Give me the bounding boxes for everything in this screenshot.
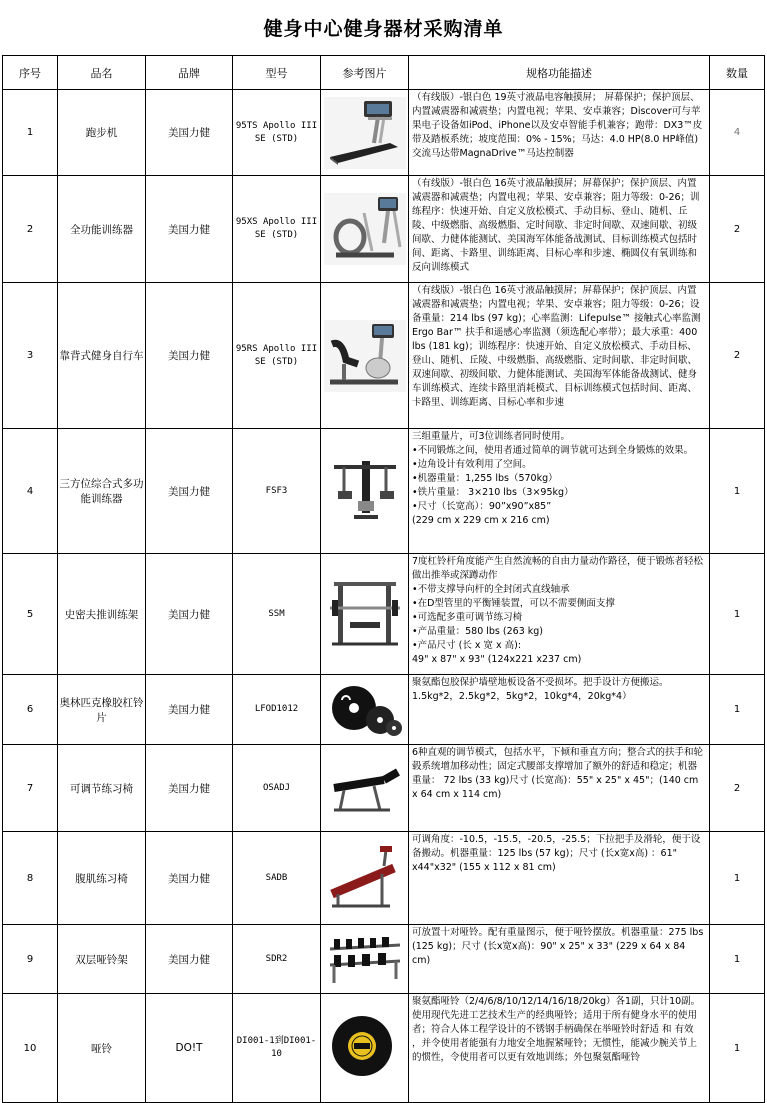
reference-image [321,176,409,283]
spec-description [409,832,710,925]
brand: DO!T [146,994,233,1103]
header-row [3,56,765,90]
brand: 美国力健 [146,283,233,429]
quantity: 1 [710,429,765,554]
quantity: 1 [710,832,765,925]
table-row [3,994,765,1103]
product-name: 双层哑铃架 [58,925,146,994]
model: DI001-1到DI001-10 [233,994,321,1103]
model: LFOD1012 [233,675,321,745]
reference-image [321,745,409,832]
product-name: 跑步机 [58,90,146,176]
brand: 美国力健 [146,554,233,675]
row-number: 1 [3,90,58,176]
row-number: 5 [3,554,58,675]
model: OSADJ [233,745,321,832]
table-row [3,554,765,675]
spec-description [409,925,710,994]
reference-image [321,283,409,429]
row-number: 6 [3,675,58,745]
page-title: 健身中心健身器材采购清单 [263,18,504,40]
model: SSM [233,554,321,675]
spec-text: （有线版）-银白色 16英寸液晶触摸屏；屏幕保护；保护顶层、内置减震器和减震垫；内置电视；苹果、安卓兼容；阻力等级：0-26；训练程序：快速开始、自定义放松模式、手动目标、登山、随机、丘陵、中级燃脂、高级燃脂、定时间歇、非定时间歇、双速间歇、初级间歇、力健体能测试、美国海军体能备战测试、目标训练模式包括时间、距离、卡路里、训练距离、目标心率和步速、椭圆仪有氧训练和反向训练模式 [412,178,700,273]
spec-description [409,176,710,283]
brand: 美国力健 [146,675,233,745]
model: 95RS Apollo III SE (STD) [233,283,321,429]
row-number: 8 [3,832,58,925]
reference-image [321,90,409,176]
reference-image [321,675,409,745]
table-row [3,745,765,832]
header-brand: 品牌 [146,56,233,90]
recumbent-bike-icon [324,320,406,392]
multi-station-icon [324,455,406,527]
quantity: 2 [710,283,765,429]
quantity: 1 [710,994,765,1103]
header-name: 品名 [58,56,146,90]
brand: 美国力健 [146,429,233,554]
quantity: 4 [710,90,765,176]
product-name: 哑铃 [58,994,146,1103]
row-number: 3 [3,283,58,429]
brand: 美国力健 [146,745,233,832]
spec-text: 聚氨酯哑铃（2/4/6/8/10/12/14/16/18/20kg）各1副，只计10副。使用现代先进工艺技术生产的经典哑铃；适用于所有健身水平的使用者；符合人体工程学设计的不锈钢手柄确保在举哑铃时舒适 和 有效 ，并令使用者能强有力地安全地握紧哑铃；无惯性，能减少腕关节上的惯性，令使用者可以更有效地训练；外包聚氨酯哑铃 [412,996,701,1063]
table-row [3,925,765,994]
product-name: 全功能训练器 [58,176,146,283]
dumbbell-rack-icon [324,931,406,987]
adjustable-bench-icon [324,758,406,818]
quantity: 1 [710,554,765,675]
spec-description [409,675,710,745]
spec-text: （有线版）-银白色 19英寸液晶电容触摸屏； 屏幕保护；保护顶层、内置减震器和减震垫；内置电视；苹果、安卓兼容；Discover可与苹果电子设备如iPod、iPhone以及安卓智能手机兼容；跑带：DX3™皮带及踏板系统；坡度范围：0% - 15%；马达：4.0 HP(8.0 HP峰值)交流马达带MagnaDrive™马达控制器 [412,92,703,159]
model: SDR2 [233,925,321,994]
spec-description [409,994,710,1103]
table-row [3,283,765,429]
reference-image [321,429,409,554]
product-name: 可调节练习椅 [58,745,146,832]
procurement-table [2,55,765,1103]
treadmill-icon [324,97,406,169]
model: 95TS Apollo III SE (STD) [233,90,321,176]
reference-image [321,554,409,675]
reference-image [321,994,409,1103]
header-spec: 规格功能描述 [409,56,710,90]
spec-description [409,283,710,429]
spec-description [409,745,710,832]
model: SADB [233,832,321,925]
table-row [3,675,765,745]
table-row [3,832,765,925]
quantity: 1 [710,925,765,994]
product-name: 三方位综合式多功能训练器 [58,429,146,554]
header-image: 参考图片 [321,56,409,90]
table-row [3,176,765,283]
row-number: 10 [3,994,58,1103]
smith-machine-icon [324,578,406,650]
reference-image [321,925,409,994]
spec-text: 7度杠铃杆角度能产生自然流畅的自由力量动作路径，便于锻炼者轻松做出推举或深蹲动作 •不带支撑导向杆的全封闭式直线轴承 •在D型管里的平衡锤装置，可以不需要侧面支撑 •可选配多重可调节练习椅 •产品重量：580 lbs (263 kg) •产品尺寸 (长 x 宽 x 高): 49" x 87" x 93" (124x221 x237 cm) [412,556,704,665]
elliptical-icon [324,193,406,265]
header-no: 序号 [3,56,58,90]
spec-text: （有线版）-银白色 16英寸液晶触摸屏；屏幕保护；保护顶层、内置减震器和减震垫；内置电视；苹果、安卓兼容；阻力等级：0-26；设备重量：214 lbs (97 kg)；心率监测：Lifepulse™ 接触式心率监测Ergo Bar™ 扶手和遥感心率监测（须选配心率带）；最大承重：400 lbs (181 kg)；训练程序：快速开始、自定义放松模式、手动目标、登山、随机、丘陵、中级燃脂、高级燃脂、定时间歇、非定时间歇、双速间歇、初级间歇、力健体能测试、美国海军体能备战测试、健身车训练模式、连续卡路里消耗模式、目标训练模式包括时间、距离、卡路里、训练距离、目标心率和步速 [412,285,701,408]
header-qty: 数量 [710,56,765,90]
quantity: 1 [710,675,765,745]
header-model: 型号 [233,56,321,90]
spec-text: 可放置十对哑铃。配有重量图示，便于哑铃摆放。机器重量：275 lbs (125 kg)；尺寸 (长x宽x高)：90" x 25" x 33" (229 x 64 x 84 cm) [412,927,704,966]
brand: 美国力健 [146,832,233,925]
model: 95XS Apollo III SE (STD) [233,176,321,283]
brand: 美国力健 [146,176,233,283]
spec-text: 6种直观的调节模式，包括水平，下倾和垂直方向；整合式的扶手和轮毂系统增加移动性；固定式腰部支撑增加了额外的舒适和稳定；机器重量： 72 lbs (33 kg)尺寸 (长宽高)：55" x 25" x 45"；(140 cm x 64 cm x 114 cm) [412,747,704,800]
spec-description [409,554,710,675]
product-name: 腹肌练习椅 [58,832,146,925]
spec-text: 可调角度：-10.5，-15.5，-20.5，-25.5；下拉把手及滑轮，便于设备搬动。机器重量：125 lbs (57 kg)；尺寸 (长x宽x高) ：61" x44"x32" (155 x 112 x 81 cm) [412,834,701,873]
table-row [3,429,765,554]
weight-plate-icon [324,680,406,740]
spec-text: 三组重量片，可3位训练者同时使用。 •不同锻炼之间，使用者通过简单的调节就可达到全身锻炼的效果。 •边角设计有效利用了空间。 •机器重量：1,255 lbs（570kg） •铁片重量： 3×210 lbs（3×95kg） •尺寸（长宽高）：90”x90”x85” (229 cm x 229 cm x 216 cm) [412,431,694,526]
spec-description [409,429,710,554]
quantity: 2 [710,745,765,832]
reference-image [321,832,409,925]
spec-text: 聚氨酯包胶保护墙壁地板设备不受损坏。把手设计方便搬运。1.5kg*2，2.5kg*2，5kg*2，10kg*4，20kg*4） [412,677,669,702]
quantity: 2 [710,176,765,283]
row-number: 2 [3,176,58,283]
product-name: 靠背式健身自行车 [58,283,146,429]
table-row [3,90,765,176]
brand: 美国力健 [146,925,233,994]
spec-description [409,90,710,176]
ab-bench-icon [324,842,406,914]
row-number: 7 [3,745,58,832]
dumbbell-icon [324,1012,406,1084]
model: FSF3 [233,429,321,554]
row-number: 9 [3,925,58,994]
product-name: 奥林匹克橡胶杠铃片 [58,675,146,745]
product-name: 史密夫推训练架 [58,554,146,675]
row-number: 4 [3,429,58,554]
brand: 美国力健 [146,90,233,176]
